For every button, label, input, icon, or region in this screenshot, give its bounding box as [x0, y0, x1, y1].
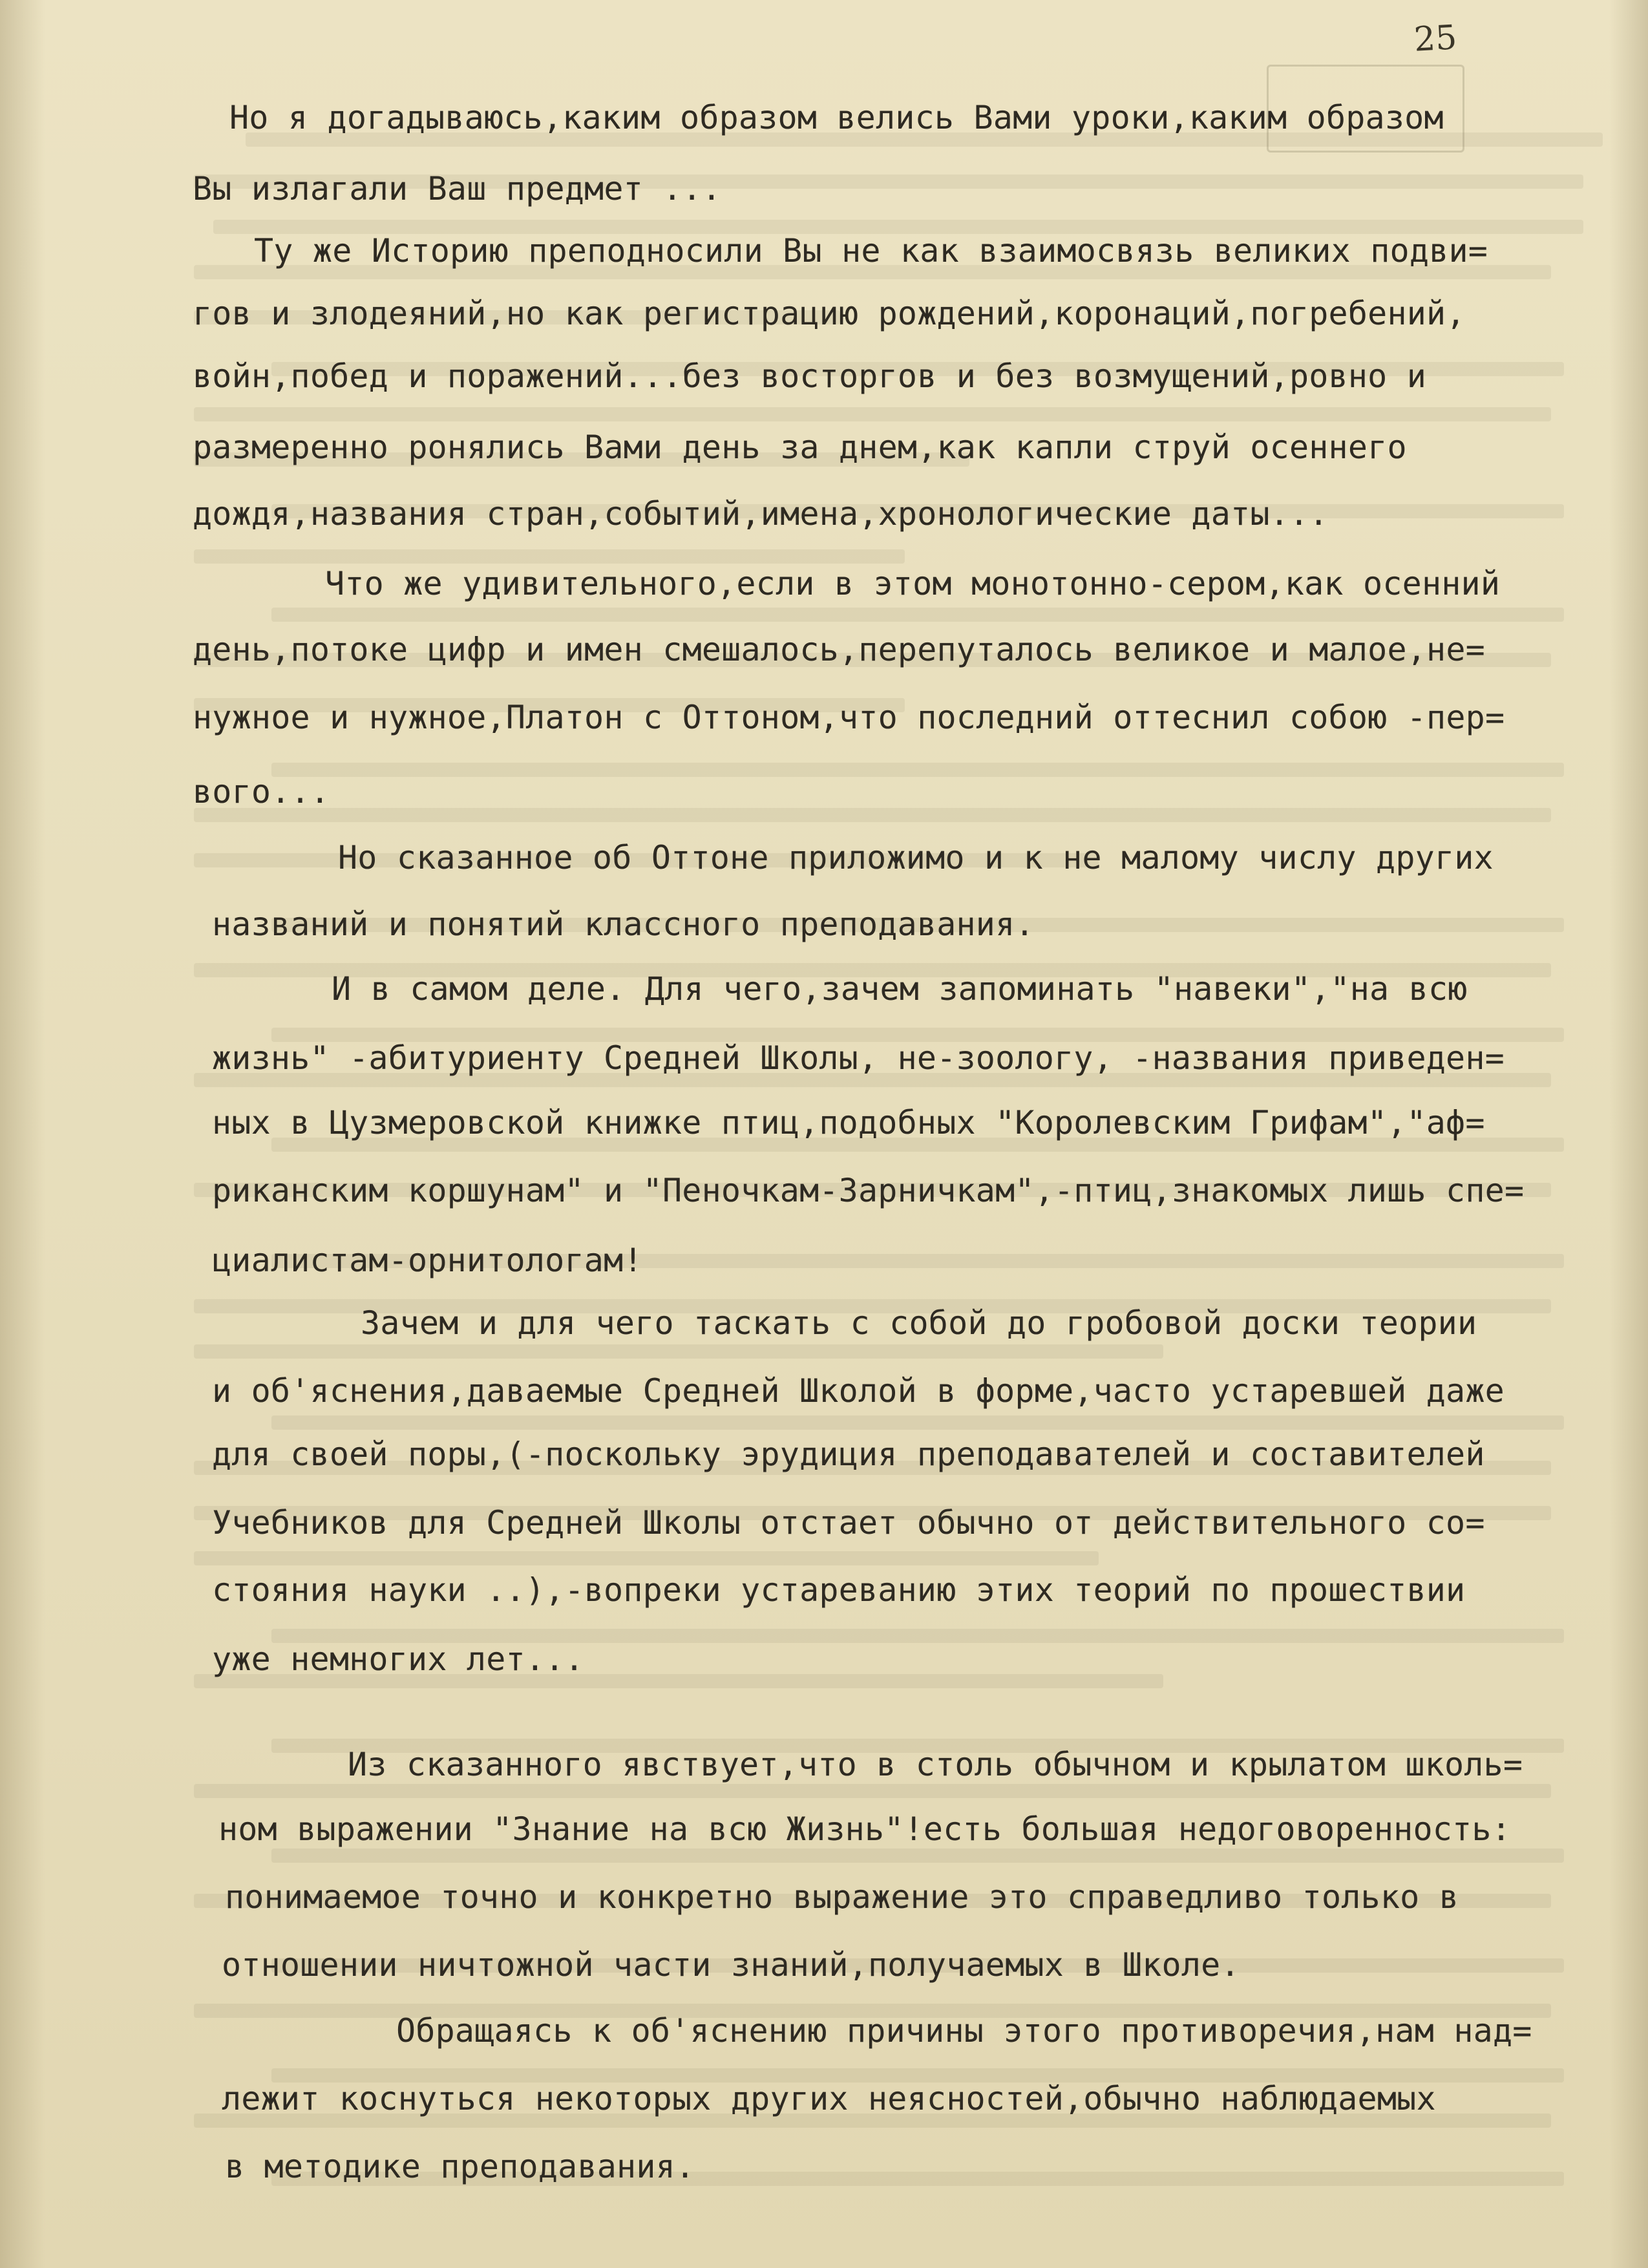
text-line: циалистам-орнитологам! [212, 1242, 643, 1279]
text-line: понимаемое точно и конкретно выражение это справедливо только в [225, 1878, 1459, 1916]
text-line: Ту же Историю преподносили Вы не как взаимосвязь великих подви= [254, 232, 1488, 270]
text-line: нужное и нужное,Платон с Оттоном,что последний оттеснил собою -пер= [193, 699, 1505, 736]
text-line: день,потоке цифр и имен смешалось,перепуталось великое и малое,не= [193, 631, 1485, 668]
text-line: в методике преподавания. [225, 2148, 695, 2185]
text-line: войн,побед и поражений...без восторгов и без возмущений,ровно и [193, 357, 1427, 395]
text-line: для своей поры,(-поскольку эрудиция преподавателей и составителей [212, 1436, 1485, 1473]
text-line: ном выражении "Знание на всю Жизнь"!есть большая недоговоренность: [218, 1810, 1511, 1848]
text-line: стояния науки ..),-вопреки устареванию этих теорий по прошествии [212, 1571, 1466, 1609]
text-line: размеренно ронялись Вами день за днем,как капли струй осеннего [193, 429, 1407, 466]
text-line: ных в Цузмеровской книжке птиц,подобных "Королевским Грифам","аф= [212, 1104, 1485, 1141]
text-line: Учебников для Средней Школы отстает обычно от действительного со= [212, 1504, 1485, 1542]
page-number: 25 [1413, 18, 1458, 59]
text-line: уже немногих лет... [212, 1640, 584, 1678]
text-line: Но я догадываюсь,каким образом велись Вами уроки,каким образом [229, 99, 1444, 136]
text-line: Обращаясь к об'яснению причины этого противоречия,нам над= [396, 2012, 1532, 2050]
text-line: Вы излагали Ваш предмет ... [193, 170, 722, 207]
text-line: гов и злодеяний,но как регистрацию рождений,коронаций,погребений, [193, 295, 1466, 332]
text-line: Что же удивительного,если в этом монотонно-сером,как осенний [325, 565, 1501, 602]
page-edge-shadow-right [1609, 0, 1648, 2268]
text-line: лежит коснуться некоторых других неясностей,обычно наблюдаемых [222, 2080, 1436, 2117]
text-line: и об'яснения,даваемые Средней Школой в форме,часто устаревшей даже [212, 1372, 1505, 1410]
text-line: Из сказанного явствует,что в столь обычном и крылатом школь= [348, 1746, 1523, 1783]
text-line: отношении ничтожной части знаний,получаемых в Школе. [222, 1946, 1240, 1984]
text-line: дождя,названия стран,событий,имена,хронологические даты... [193, 495, 1329, 533]
text-line: жизнь" -абитуриенту Средней Школы, не-зоологу, -названия приведен= [212, 1039, 1505, 1077]
text-line: риканским коршунам" и "Пеночкам-Зарничкам",-птиц,знакомых лишь спе= [212, 1172, 1525, 1209]
text-line: Зачем и для чего таскать с собой до гробовой доски теории [361, 1304, 1477, 1342]
text-line: вого... [193, 773, 330, 811]
text-line: названий и понятий классного преподавания. [212, 906, 1035, 943]
page-edge-shadow-left [0, 0, 45, 2268]
text-line: Но сказанное об Оттоне приложимо и к не малому числу других [338, 839, 1494, 876]
text-line: И в самом деле. Для чего,зачем запоминать "навеки","на всю [332, 970, 1468, 1008]
